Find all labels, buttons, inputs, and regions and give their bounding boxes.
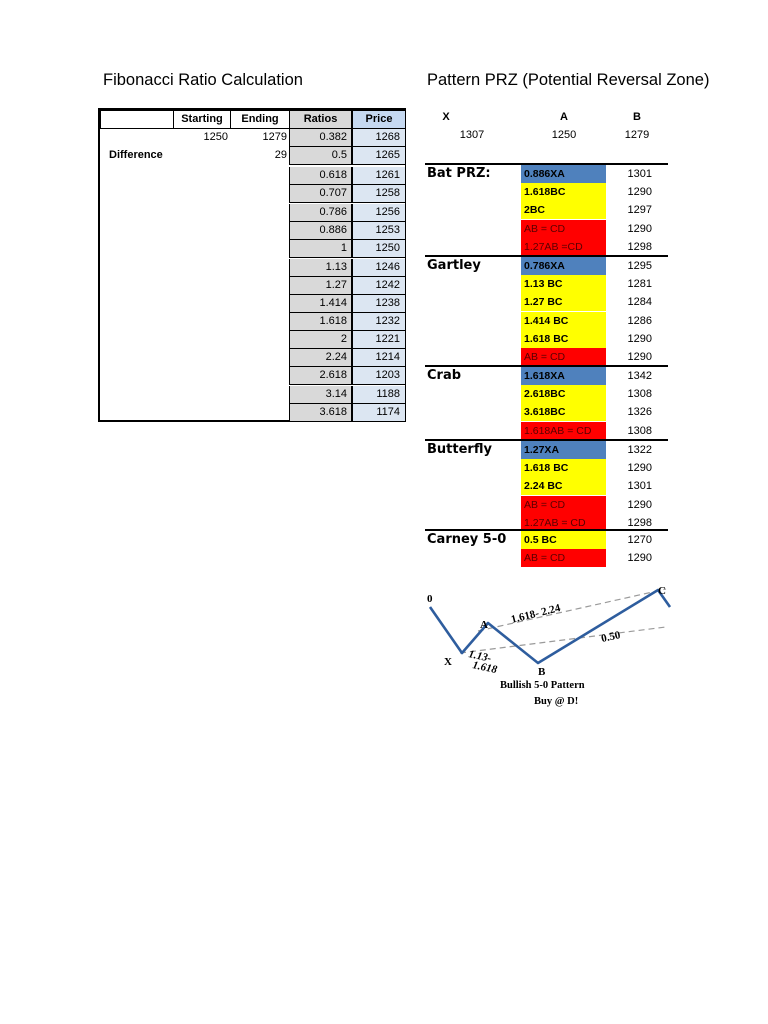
price-cell: 1221	[351, 331, 406, 349]
point-x-label: X	[444, 656, 452, 668]
ratio-cell: 0.618	[289, 167, 352, 185]
ending-value: 1279	[262, 131, 287, 143]
point-c-label: C	[658, 585, 666, 597]
pattern-line	[430, 590, 670, 663]
diagram-caption-2: Buy @ D!	[534, 696, 579, 707]
prz-value: 1342	[627, 370, 652, 382]
ratio-cell: 0.886	[289, 222, 352, 240]
ratio-cd-label: 0.50	[600, 629, 622, 645]
prz-value: 1298	[627, 240, 652, 253]
ratio-label-yellow: 1.414 BC	[521, 312, 606, 330]
price-cell: 1258	[351, 185, 406, 203]
starting-value: 1250	[203, 131, 228, 143]
col-value-x: 1307	[459, 129, 485, 141]
point-b-label: B	[538, 666, 546, 678]
ratio-label-blue: 0.786XA	[521, 257, 606, 275]
prz-value: 1297	[627, 204, 652, 217]
prz-value: 1270	[627, 534, 652, 546]
ratio-label-blue: 0.886XA	[521, 165, 606, 183]
pattern-name: Carney 5-0	[427, 532, 507, 547]
prz-value: 1290	[627, 332, 652, 345]
prz-value: 1290	[627, 462, 652, 475]
ab-c-dashed-line	[478, 589, 666, 631]
col-header-b: B	[633, 111, 641, 123]
diagram-caption-1: Bullish 5-0 Pattern	[500, 680, 585, 691]
ratio-cell: 2	[289, 331, 352, 349]
fib-ratio-table	[98, 108, 406, 422]
prz-value: 1281	[627, 278, 652, 291]
ratio-bc-label: 1.618- 2.24	[509, 602, 562, 626]
difference-value: 29	[274, 149, 287, 161]
ratio-label-yellow: 2.24 BC	[521, 477, 606, 495]
prz-value: 1290	[627, 186, 652, 199]
ratio-label-red: 1.27AB = CD	[521, 514, 606, 532]
pattern-name: Butterfly	[427, 442, 492, 457]
ratio-label-yellow: 1.618 BC	[521, 330, 606, 348]
ratio-label-yellow: 2.618BC	[521, 385, 606, 403]
prz-value: 1290	[627, 552, 652, 565]
ratio-cell: 2.24	[289, 349, 352, 367]
prz-value: 1308	[627, 388, 652, 401]
price-cell: 1250	[351, 240, 406, 258]
col-header-x: X	[442, 111, 450, 123]
ratio-label-blue: 1.27XA	[521, 441, 606, 459]
prz-value: 1322	[627, 444, 652, 456]
col-value-b: 1279	[624, 129, 650, 141]
pattern-name: Gartley	[427, 258, 481, 273]
price-cell: 1214	[351, 349, 406, 367]
price-cell: 1265	[351, 147, 406, 165]
prz-value: 1301	[627, 480, 652, 493]
price-cell: 1238	[351, 295, 406, 313]
ratio-cell: 1	[289, 240, 352, 258]
price-cell: 1268	[351, 129, 406, 147]
price-cell: 1203	[351, 367, 406, 385]
ratio-label-yellow: 1.13 BC	[521, 275, 606, 293]
price-cell: 1253	[351, 222, 406, 240]
ratio-label-red: AB = CD	[521, 348, 606, 366]
ratio-cell: 0.707	[289, 185, 352, 203]
prz-value: 1308	[627, 424, 652, 437]
ratio-label-blue: 1.618XA	[521, 367, 606, 385]
point-o-label: 0	[427, 593, 433, 605]
price-cell: 1261	[351, 167, 406, 185]
ratio-label-yellow: 1.27 BC	[521, 293, 606, 311]
prz-value: 1298	[627, 516, 652, 529]
ratio-ab2-label: 1.618	[471, 659, 499, 677]
col-header-a: A	[560, 111, 568, 123]
prz-value: 1295	[627, 260, 652, 272]
ratio-label-red: 1.618AB = CD	[521, 422, 606, 440]
difference-label: Difference	[109, 149, 163, 161]
ratio-cell: 0.5	[289, 147, 352, 165]
bullish-5-0-diagram	[418, 585, 670, 710]
price-cell: 1256	[351, 204, 406, 222]
prz-value: 1301	[627, 168, 652, 180]
ratio-label-yellow: 3.618BC	[521, 403, 606, 421]
header-starting: Starting	[173, 110, 231, 129]
prz-value: 1286	[627, 314, 652, 327]
ratio-cell: 0.786	[289, 204, 352, 222]
ratio-cell: 1.414	[289, 295, 352, 313]
fib-calc-title: Fibonacci Ratio Calculation	[103, 71, 303, 89]
header-ending: Ending	[230, 110, 290, 129]
prz-value: 1326	[627, 406, 652, 419]
ratio-cell: 1.618	[289, 313, 352, 331]
ratio-label-red: AB = CD	[521, 220, 606, 238]
prz-title: Pattern PRZ (Potential Reversal Zone)	[427, 71, 710, 89]
price-cell: 1246	[351, 259, 406, 277]
ratio-label-red: 1.27AB =CD	[521, 238, 606, 256]
ratio-cell: 1.13	[289, 259, 352, 277]
prz-value: 1290	[627, 351, 652, 363]
header-ratios: Ratios	[289, 110, 352, 129]
price-cell: 1232	[351, 313, 406, 331]
col-value-a: 1250	[551, 129, 577, 141]
ratio-label-yellow: 1.618 BC	[521, 459, 606, 477]
ratio-cell: 2.618	[289, 367, 352, 385]
header-blank	[100, 110, 174, 129]
ratio-label-red: AB = CD	[521, 496, 606, 514]
ratio-ab-label: 1.13-	[467, 648, 493, 665]
pattern-name: Crab	[427, 368, 462, 383]
ratio-cell: 3.14	[289, 386, 352, 404]
prz-value: 1290	[627, 222, 652, 235]
prz-value: 1284	[627, 296, 652, 309]
point-a-label: A	[480, 619, 488, 631]
ratio-label-red: AB = CD	[521, 549, 606, 567]
ratio-label-yellow: 0.5 BC	[521, 531, 606, 549]
ratio-cell: 1.27	[289, 277, 352, 295]
ratio-label-yellow: 1.618BC	[521, 183, 606, 201]
price-cell: 1174	[351, 404, 406, 422]
header-price: Price	[351, 110, 406, 129]
ratio-cell: 3.618	[289, 404, 352, 422]
prz-value: 1290	[627, 498, 652, 511]
price-cell: 1188	[351, 386, 406, 404]
ratio-cell: 0.382	[289, 129, 352, 147]
ratio-label-yellow: 2BC	[521, 201, 606, 219]
price-cell: 1242	[351, 277, 406, 295]
pattern-name: Bat PRZ:	[427, 166, 491, 181]
